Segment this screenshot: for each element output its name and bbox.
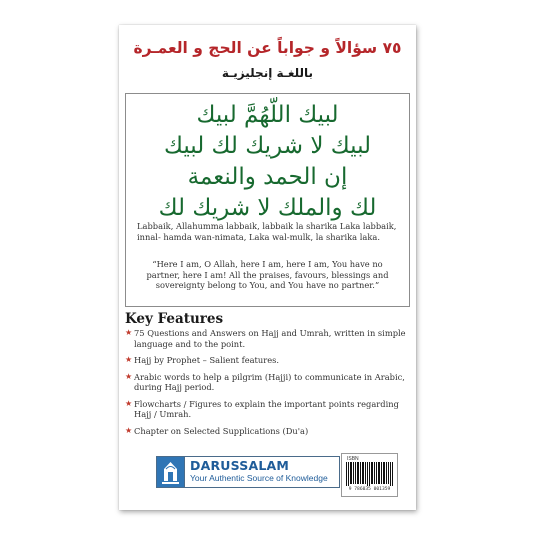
feature-item [125,328,407,349]
star-bullet-icon: ★ [125,328,133,337]
isbn-barcode-box [341,453,398,497]
publisher-text [185,457,339,487]
feature-item [125,426,407,437]
feature-text: Chapter on Selected Supplications (Du'a) [134,425,309,436]
isbn-number: 9 786035 001359 [348,487,391,492]
feature-text: Flowcharts / Figures to explain the important points regarding Hajj / Umrah. [134,398,399,419]
book-back-cover [119,25,416,510]
talbiyah-line: لبيك اللّهُمَّ لبيك [196,102,339,128]
talbiyah-translation: “Here I am, O Allah, here I am, here I am, You have no partner, here I am! All the praises, favours, blessings and sovereignty belong to You, and You have no partner.” [146,259,389,290]
publisher-name: DARUSSALAM [190,458,290,473]
star-bullet-icon: ★ [125,398,133,408]
arabic-subtitle: باللغـة إنجليزيـة [221,66,314,80]
darussalam-logo-icon [157,457,185,487]
feature-text: Hajj by Prophet – Salient features. [134,355,280,365]
key-features-heading: Key Features [125,311,224,327]
feature-item [125,372,407,393]
feature-text: Arabic words to help a pilgrim (Hajji) to communicate in Arabic, during Hajj period. [134,371,405,392]
feature-item [125,399,407,420]
publisher-badge [156,456,340,488]
talbiyah-transliteration: Labbaik, Allahumma labbaik, labbaik la sharika Laka labbaik, innal- hamda wan-nimata, Laka wal-mulk, la sharika laka. [137,221,397,242]
feature-item [125,355,407,366]
talbiyah-line: لبيك لا شريك لك لبيك [163,133,372,159]
talbiyah-line: لك والملك لا شريك لك [158,195,377,221]
publisher-tagline: Your Authentic Source of Knowledge [190,473,328,483]
star-bullet-icon: ★ [125,355,133,364]
talbiyah-line: إن الحمد والنعمة [187,164,348,190]
barcode-icon [346,462,393,486]
star-bullet-icon: ★ [125,371,133,381]
feature-text: 75 Questions and Answers on Hajj and Umrah, written in simple language and to the point. [134,328,406,349]
isbn-label: ISBN [347,456,359,462]
arabic-title: ٧٥ سؤالاً و جواباً عن الحج و العمـرة [133,39,402,57]
talbiyah-box [125,93,410,307]
key-features-list [125,328,407,442]
star-bullet-icon: ★ [125,425,133,435]
talbiyah-arabic [126,100,409,224]
